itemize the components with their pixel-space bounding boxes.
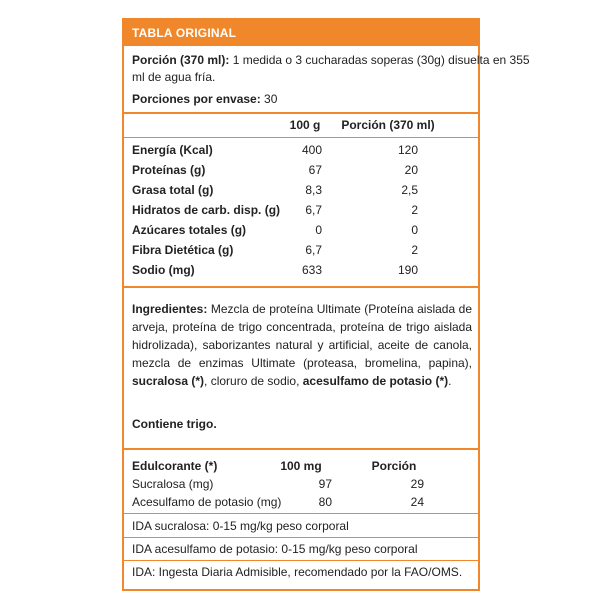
sweetener-col-header: Edulcorante (*) bbox=[132, 459, 218, 473]
ida-note: IDA sucralosa: 0-15 mg/kg peso corporal bbox=[132, 519, 349, 533]
row-value-portion: 20 bbox=[404, 163, 418, 177]
row-value-100g: 400 bbox=[301, 143, 322, 157]
row-value-100g: 633 bbox=[301, 263, 322, 277]
ingredients-text bbox=[132, 300, 472, 390]
row-label: Acesulfamo de potasio (mg) bbox=[132, 495, 282, 509]
row-label: Sodio (mg) bbox=[132, 263, 195, 277]
row-label: Sucralosa (mg) bbox=[132, 477, 214, 491]
divider bbox=[124, 137, 478, 138]
divider bbox=[124, 560, 478, 561]
divider bbox=[124, 513, 478, 514]
nutrition-table bbox=[132, 141, 472, 281]
row-value-100g: 6,7 bbox=[305, 243, 322, 257]
ingredients-part: Mezcla de proteína Ultimate (Proteína aislada de arveja, proteína de trigo concentrada, proteína de trigo aislada hidrolizada), saborizantes natural y artificial, aceite de canola, mezcla de enzimas Ultimate (proteasa, bromelina, papina), bbox=[132, 302, 472, 370]
servings-per-container bbox=[132, 91, 277, 108]
serving-line-1 bbox=[132, 52, 530, 69]
contains-warning: Contiene trigo. bbox=[132, 417, 217, 431]
ingredients-part: sucralosa (*) bbox=[132, 374, 205, 388]
table-row bbox=[132, 181, 472, 201]
row-value-100g: 67 bbox=[308, 163, 322, 177]
row-label: Fibra Dietética (g) bbox=[132, 243, 234, 257]
row-value-portion: 2,5 bbox=[401, 183, 418, 197]
ingredients-label: Ingredientes: bbox=[132, 302, 208, 316]
divider bbox=[124, 112, 478, 114]
table-row bbox=[132, 241, 472, 261]
row-value-100g: 8,3 bbox=[305, 183, 322, 197]
nutrition-header-row bbox=[132, 116, 472, 136]
col-100g-header: 100 g bbox=[289, 118, 321, 132]
sweetener-table bbox=[132, 457, 472, 511]
sweetener-col-portion: Porción bbox=[371, 459, 417, 473]
ida-note: IDA: Ingesta Diaria Admisible, recomendado por la FAO/OMS. bbox=[132, 565, 463, 579]
row-label: Energía (Kcal) bbox=[132, 143, 213, 157]
divider bbox=[124, 537, 478, 538]
row-value-portion: 0 bbox=[411, 223, 418, 237]
row-label: Hidratos de carb. disp. (g) bbox=[132, 203, 281, 217]
table-row bbox=[132, 475, 472, 493]
label-title: TABLA ORIGINAL bbox=[132, 26, 237, 40]
row-label: Proteínas (g) bbox=[132, 163, 206, 177]
ingredients-part: acesulfamo de potasio (*) bbox=[302, 374, 449, 388]
row-value-100g: 0 bbox=[315, 223, 322, 237]
table-row bbox=[132, 141, 472, 161]
servings-label: Porciones por envase: bbox=[132, 92, 261, 106]
serving-label: Porción (370 ml): bbox=[132, 53, 230, 67]
table-row bbox=[132, 221, 472, 241]
row-label: Azúcares totales (g) bbox=[132, 223, 247, 237]
label-header bbox=[124, 20, 478, 46]
row-value-portion: 2 bbox=[411, 243, 418, 257]
serving-line-2: ml de agua fría. bbox=[132, 70, 216, 84]
table-row bbox=[132, 201, 472, 221]
row-value-portion: 120 bbox=[397, 143, 418, 157]
row-value-portion: 29 bbox=[410, 477, 424, 491]
row-value-100mg: 97 bbox=[318, 477, 332, 491]
sweetener-col-100mg: 100 mg bbox=[280, 459, 322, 473]
row-value-portion: 24 bbox=[410, 495, 424, 509]
table-row bbox=[132, 261, 472, 281]
serving-text-1: 1 medida o 3 cucharadas soperas (30g) disuelta en 355 bbox=[229, 53, 530, 67]
nutrition-label bbox=[122, 18, 530, 591]
table-row bbox=[132, 493, 472, 511]
ida-note: IDA acesulfamo de potasio: 0-15 mg/kg peso corporal bbox=[132, 542, 418, 556]
row-value-portion: 190 bbox=[397, 263, 418, 277]
table-row bbox=[132, 161, 472, 181]
row-value-100mg: 80 bbox=[318, 495, 332, 509]
servings-value: 30 bbox=[260, 92, 278, 106]
divider bbox=[124, 448, 478, 450]
row-value-100g: 6,7 bbox=[305, 203, 322, 217]
row-label: Grasa total (g) bbox=[132, 183, 214, 197]
ingredients-part: . bbox=[448, 374, 452, 388]
divider bbox=[124, 286, 478, 288]
ingredients-part: , cloruro de sodio, bbox=[204, 374, 303, 388]
row-value-portion: 2 bbox=[411, 203, 418, 217]
col-portion-header: Porción (370 ml) bbox=[341, 118, 435, 132]
sweetener-header-row bbox=[132, 457, 472, 475]
